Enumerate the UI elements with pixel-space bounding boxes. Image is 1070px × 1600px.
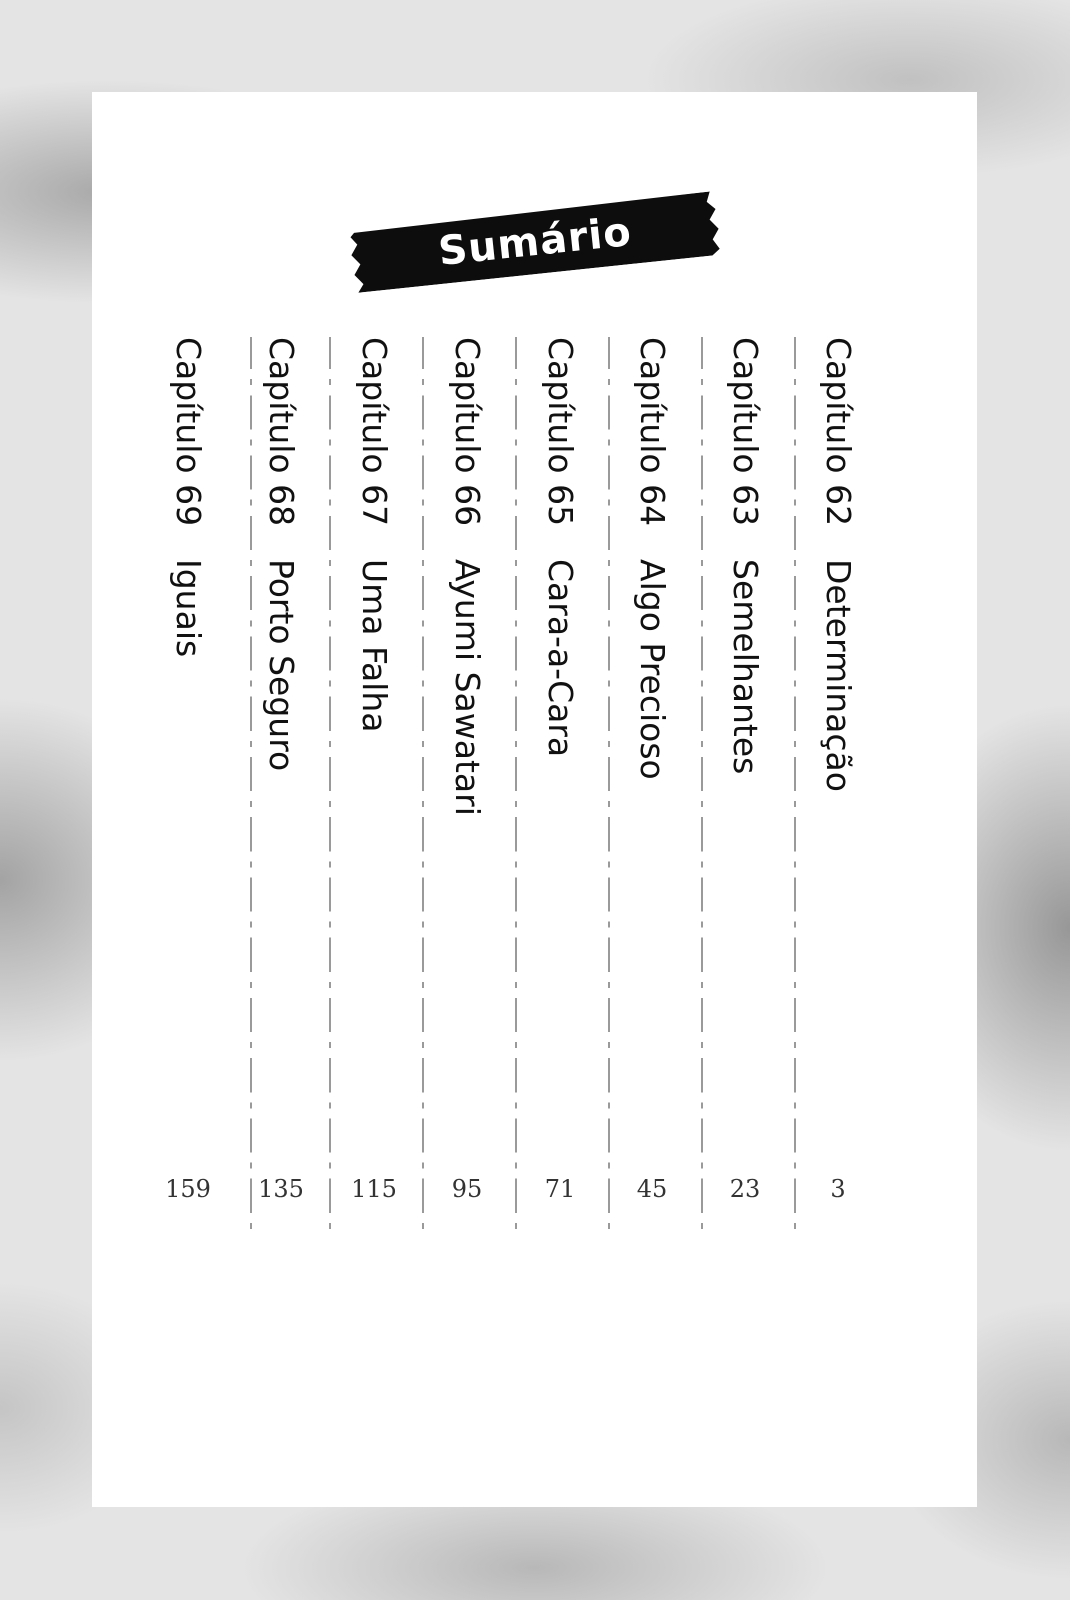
chapter-title: Uma Falha: [355, 559, 394, 733]
chapter-title: Algo Precioso: [633, 559, 672, 780]
toc-entry[interactable]: [530, 337, 590, 1317]
table-of-contents: [92, 92, 977, 1507]
chapter-number: Capítulo 66: [448, 337, 487, 527]
dashed-divider: [515, 337, 517, 1237]
toc-entry[interactable]: [158, 337, 218, 1317]
page-sheet: [92, 92, 977, 1507]
toc-entry[interactable]: [622, 337, 682, 1317]
page-number: 71: [544, 1175, 576, 1203]
chapter-title: Semelhantes: [726, 559, 765, 775]
dashed-divider: [250, 337, 252, 1237]
chapter-title: Iguais: [169, 559, 208, 658]
page-title: Sumário: [436, 208, 634, 276]
page-number: 95: [451, 1175, 483, 1203]
chapter-number: Capítulo 67: [355, 337, 394, 527]
chapter-title: Cara-a-Cara: [541, 559, 580, 758]
dashed-divider: [608, 337, 610, 1237]
toc-entry[interactable]: [344, 337, 404, 1317]
page-number: 23: [729, 1175, 761, 1203]
chapter-title: Determinação: [819, 559, 858, 792]
dashed-divider: [701, 337, 703, 1237]
page-number: 115: [351, 1175, 397, 1203]
chapter-number: Capítulo 65: [541, 337, 580, 527]
page-number: 159: [165, 1175, 211, 1203]
chapter-title: Ayumi Sawatari: [448, 559, 487, 816]
toc-entry[interactable]: [251, 337, 311, 1317]
chapter-number: Capítulo 64: [633, 337, 672, 527]
dashed-divider: [329, 337, 331, 1237]
chapter-title: Porto Seguro: [262, 559, 301, 772]
dashed-divider: [422, 337, 424, 1237]
chapter-number: Capítulo 68: [262, 337, 301, 527]
toc-entry[interactable]: [808, 337, 868, 1317]
toc-entry[interactable]: [437, 337, 497, 1317]
page-number: 135: [258, 1175, 304, 1203]
chapter-number: Capítulo 63: [726, 337, 765, 527]
page-number: 45: [636, 1175, 668, 1203]
dashed-divider: [794, 337, 796, 1237]
chapter-number: Capítulo 69: [169, 337, 208, 527]
page-number: 3: [830, 1175, 846, 1203]
toc-entry[interactable]: [715, 337, 775, 1317]
chapter-number: Capítulo 62: [819, 337, 858, 527]
